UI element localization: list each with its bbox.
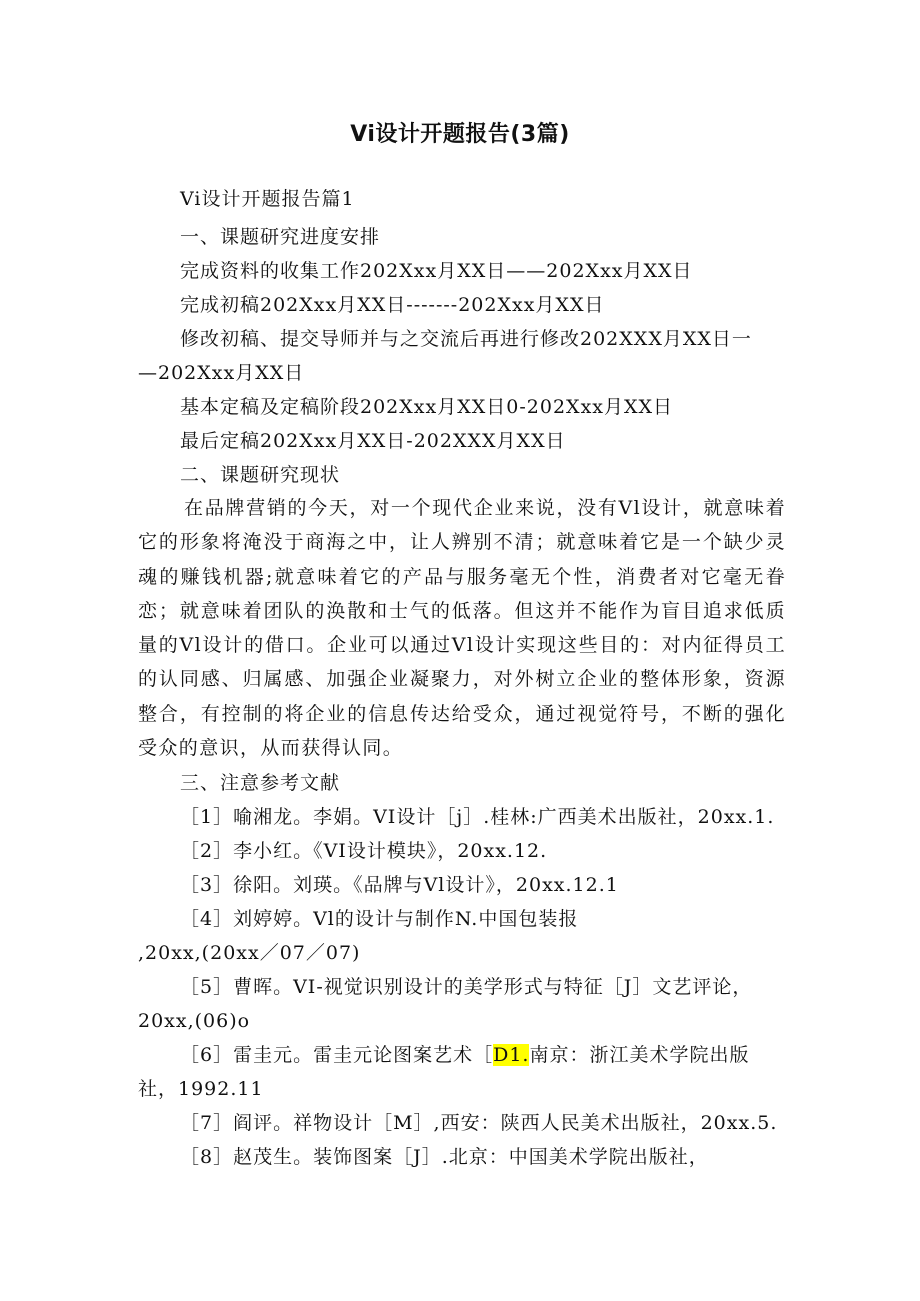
section-subtitle: Vi设计开题报告篇1: [180, 188, 355, 210]
reference-5-cont: 20xx,(06)o: [138, 1010, 251, 1032]
reference-2: ［2］李小红。《VI设计模块》，20xx.12.: [180, 840, 548, 862]
reference-6-cont: 社，1992.11: [138, 1078, 264, 1100]
section-1-heading: 一、课题研究进度安排: [180, 226, 381, 248]
schedule-item-3-cont: —202Xxx月XX日: [138, 362, 305, 384]
reference-6: [180, 1043, 749, 1067]
schedule-item-3: 修改初稿、提交导师并与之交流后再进行修改202XXX月XX日一: [180, 328, 752, 350]
reference-4: ［4］刘婷婷。Vl的设计与制作N.中国包装报: [180, 908, 579, 930]
schedule-item-4: 基本定稿及定稿阶段202Xxx月XX日0-202Xxx月XX日: [180, 396, 674, 418]
reference-1: ［1］喻湘龙。李娟。VI设计［j］.桂林:广西美术出版社，20xx.1.: [180, 806, 775, 828]
highlighted-text: D1.: [493, 1044, 530, 1066]
schedule-item-5: 最后定稿202Xxx月XX日-202XXX月XX日: [180, 430, 566, 452]
section-2-paragraph: 在品牌营销的今天，对一个现代企业来说，没有Vl设计，就意味着它的形象将淹没于商海之中，让人辨别不清；就意味着它是一个缺少灵魂的赚钱机器;就意味着它的产品与服务毫无个性，消费者对它毫无眷恋；就意味着团队的涣散和士气的低落。但这并不能作为盲目追求低质量的Vl设计的借口。企业可以通过Vl设计实现这些目的：对内征得员工的认同感、归属感、加强企业凝聚力，对外树立企业的整体形象，资源整合，有控制的将企业的信息传达给受众，通过视觉符号，不断的强化受众的意识，从而获得认同。: [138, 497, 786, 760]
reference-6-text-a: ［6］雷圭元。雷圭元论图案艺术［: [180, 1044, 494, 1066]
section-2-heading: 二、课题研究现状: [180, 464, 341, 486]
schedule-item-2: 完成初稿202Xxx月XX日-------202Xxx月XX日: [180, 294, 605, 316]
schedule-item-1: 完成资料的收集工作202Xxx月XX日——202Xxx月XX日: [180, 260, 693, 282]
reference-4-cont: ,20xx,(20xx／07／07): [138, 942, 361, 964]
reference-6-text-b: 南京：浙江美术学院出版: [529, 1044, 750, 1066]
reference-3: ［3］徐阳。刘瑛。《品牌与Vl设计》，20xx.12.1: [180, 874, 619, 896]
document-title: Vi设计开题报告(3篇): [350, 122, 570, 147]
reference-8: ［8］赵茂生。装饰图案［J］.北京：中国美术学院出版社，: [180, 1146, 709, 1168]
reference-5: ［5］曹晖。VI-视觉识别设计的美学形式与特征［J］文艺评论，: [180, 976, 753, 998]
reference-7: ［7］阎评。祥物设计［M］,西安：陕西人民美术出版社，20xx.5.: [180, 1112, 778, 1134]
section-3-heading: 三、注意参考文献: [180, 772, 341, 794]
